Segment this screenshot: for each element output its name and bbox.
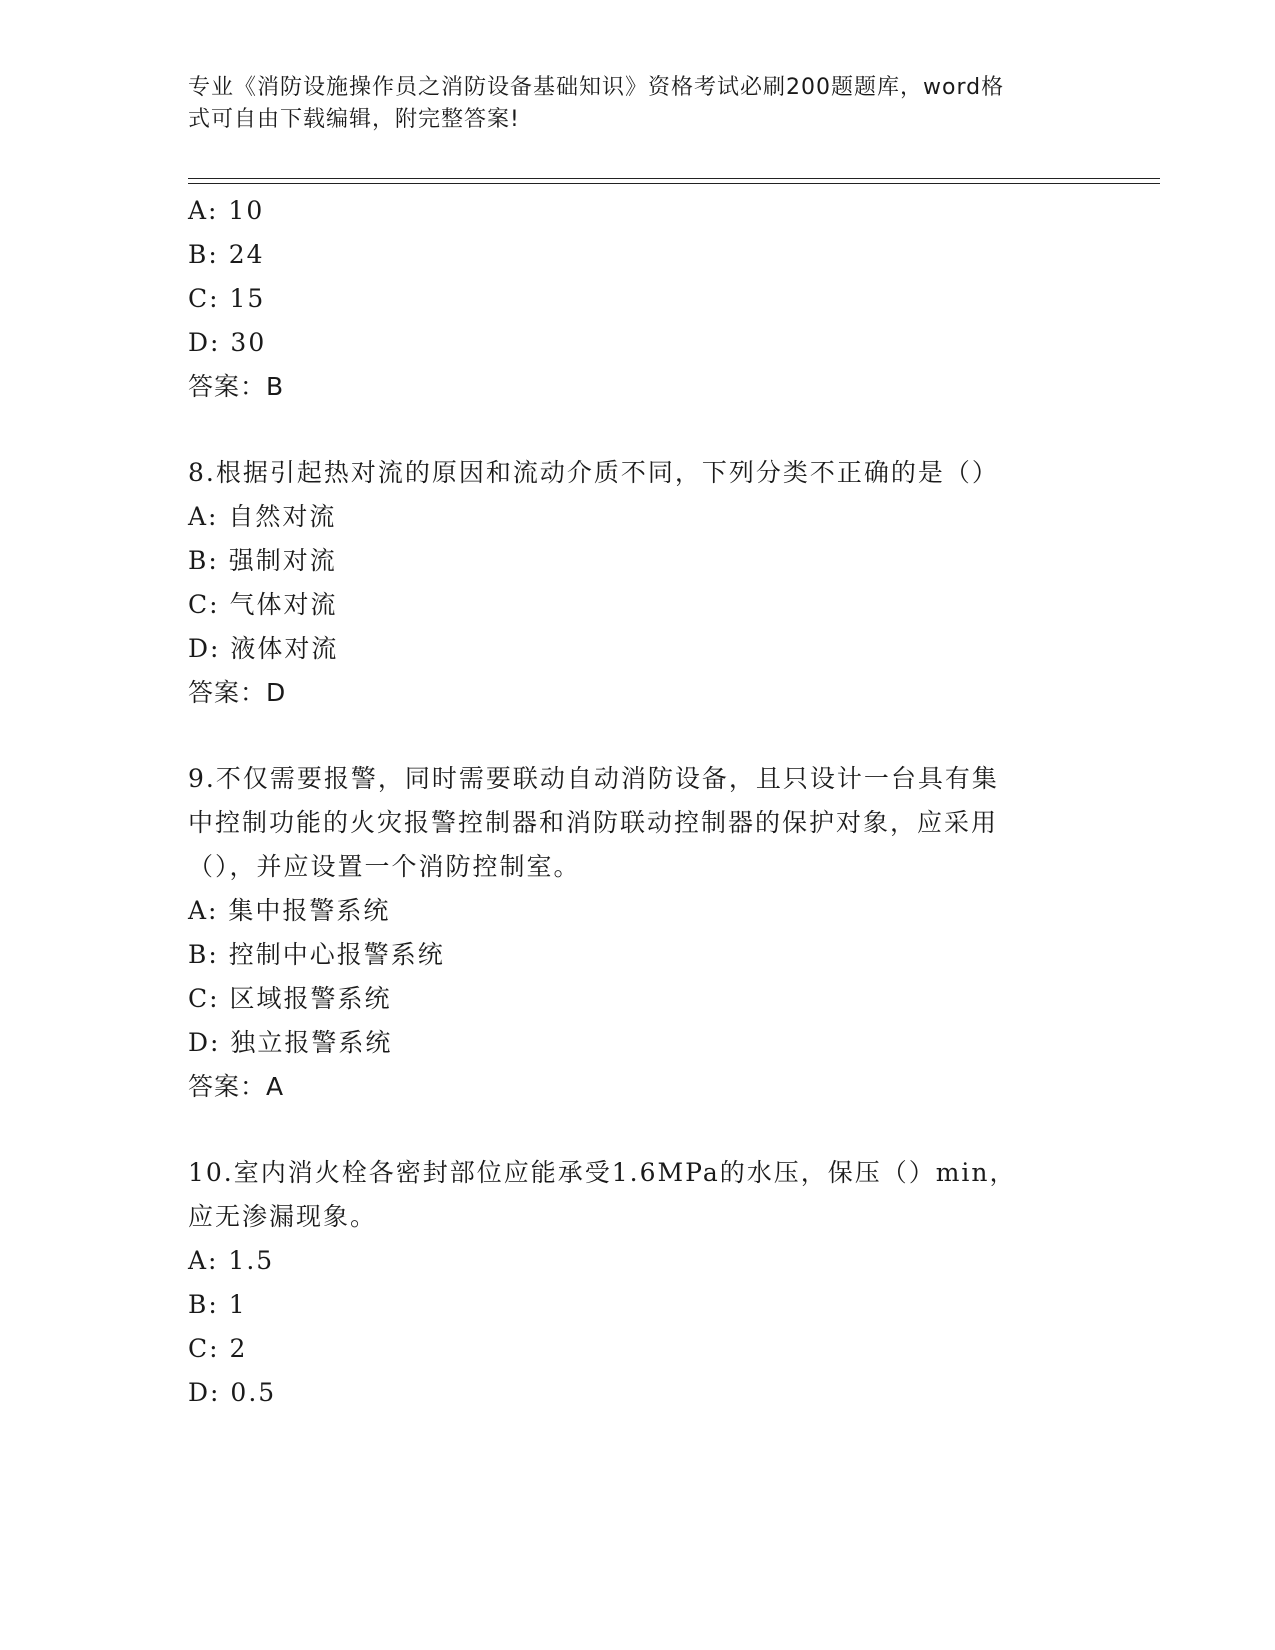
q8-answer: 答案：D (188, 678, 287, 707)
q7-option-b: B: 24 (188, 240, 265, 269)
q8-option-b: B: 强制对流 (188, 546, 337, 575)
q9-option-d: D: 独立报警系统 (188, 1028, 393, 1057)
q7-option-a: A: 10 (188, 196, 265, 225)
q7-option-d: D: 30 (188, 328, 267, 357)
q9-answer: 答案：A (188, 1072, 285, 1101)
q7-option-c: C: 15 (188, 284, 266, 313)
q10-option-b: B: 1 (188, 1290, 247, 1319)
q8-stem-line-1: 8.根据引起热对流的原因和流动介质不同，下列分类不正确的是（） (188, 458, 999, 487)
q10-stem-line-2: 应无渗漏现象。 (188, 1202, 378, 1231)
q10-option-d: D: 0.5 (188, 1378, 277, 1407)
q10-option-a: A: 1.5 (188, 1246, 275, 1275)
q8-option-c: C: 气体对流 (188, 590, 338, 619)
q9-stem-line-1: 9.不仅需要报警，同时需要联动自动消防设备，且只设计一台具有集 (188, 764, 999, 793)
q10-stem-line-1: 10.室内消火栓各密封部位应能承受1.6MPa的水压，保压（）min， (188, 1158, 1017, 1187)
q8-option-a: A: 自然对流 (188, 502, 337, 531)
q9-option-a: A: 集中报警系统 (188, 896, 391, 925)
header-divider-top (188, 178, 1160, 179)
q10-option-c: C: 2 (188, 1334, 248, 1363)
q9-option-b: B: 控制中心报警系统 (188, 940, 445, 969)
header-divider-bottom (188, 183, 1160, 184)
q7-answer: 答案：B (188, 372, 285, 401)
q9-stem-line-2: 中控制功能的火灾报警控制器和消防联动控制器的保护对象，应采用 (188, 808, 999, 837)
q9-option-c: C: 区域报警系统 (188, 984, 392, 1013)
document-header (188, 72, 1068, 136)
q9-stem-line-3: （），并应设置一个消防控制室。 (188, 852, 581, 881)
header-line-1: 专业《消防设施操作员之消防设备基础知识》资格考试必刷200题题库，word格 (188, 75, 1005, 100)
header-line-2: 式可自由下载编辑，附完整答案! (188, 107, 520, 132)
q8-option-d: D: 液体对流 (188, 634, 339, 663)
